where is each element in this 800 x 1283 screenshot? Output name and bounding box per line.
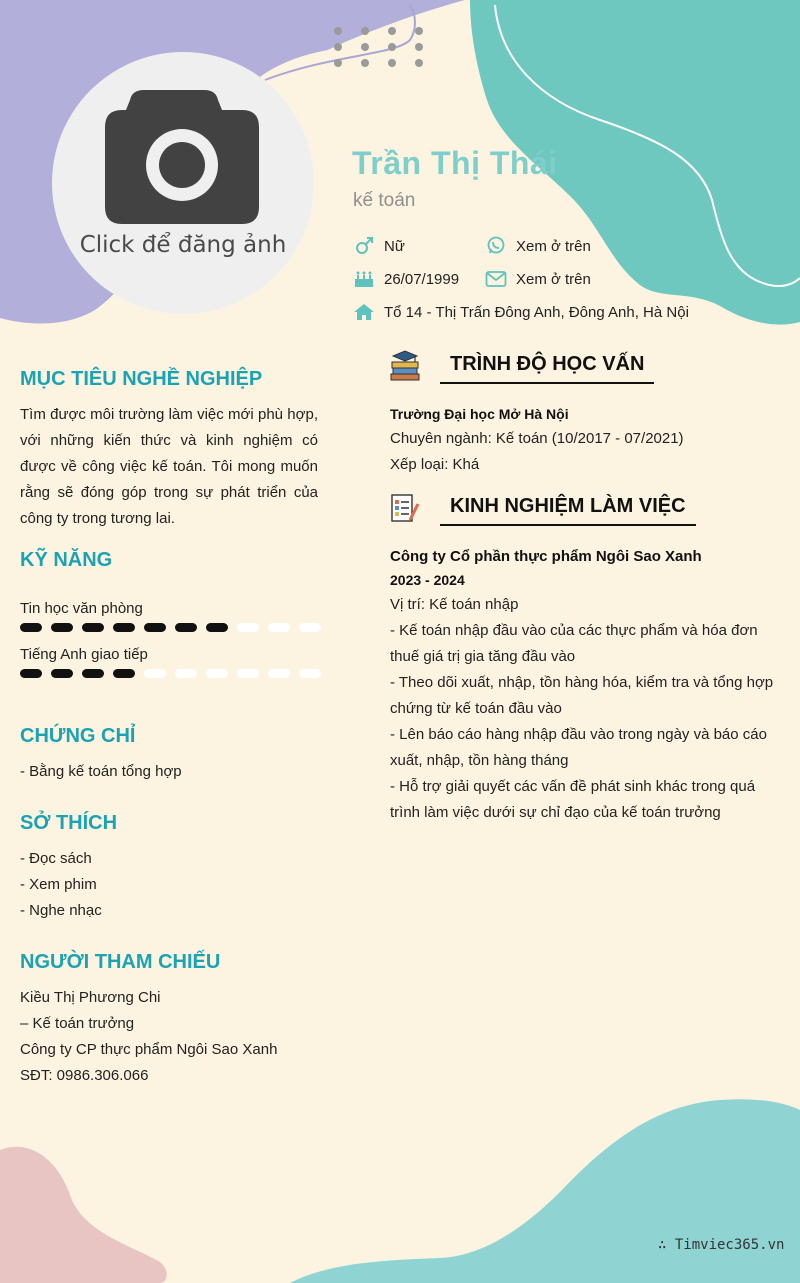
list-item: Kiều Thị Phương Chi xyxy=(20,989,161,1006)
list-item: - Nghe nhạc xyxy=(20,902,102,919)
home-icon xyxy=(353,302,375,322)
list-item: - Bằng kế toán tổng hợp xyxy=(20,763,182,780)
list-item: Công ty CP thực phẩm Ngôi Sao Xanh xyxy=(20,1041,278,1058)
skill-dot-empty xyxy=(237,669,259,678)
duty-item: - Kế toán nhập đầu vào của các thực phẩm và hóa đơn thuế giá trị gia tăng đầu vào xyxy=(390,622,758,665)
hobbies-heading: SỞ THÍCH xyxy=(20,812,118,834)
certificates-list xyxy=(20,759,182,785)
birthday-value: 26/07/1999 xyxy=(384,270,460,288)
duty-item: - Theo dõi xuất, nhập, tồn hàng hóa, kiểm tra và tổng hợp chứng từ kế toán đầu vào xyxy=(390,674,774,717)
skill-dot-empty xyxy=(299,623,321,632)
skill-dot-filled xyxy=(175,623,197,632)
phone-row xyxy=(485,236,591,256)
birthday-row xyxy=(353,269,459,289)
gender-value: Nữ xyxy=(384,237,405,255)
objective-text: Tìm được môi trường làm việc mới phù hợp, với những kiến thức và kinh nghiệm có được về công việc kế toán. Tôi mong muốn rằng sẽ đóng góp trong sự phát triển của công ty trong tương lai. xyxy=(20,406,318,527)
photo-upload[interactable] xyxy=(52,52,314,314)
gender-icon xyxy=(353,236,375,256)
work-position: Vị trí: Kế toán nhập xyxy=(390,596,519,613)
list-item: – Kế toán trưởng xyxy=(20,1015,135,1032)
education-section-header xyxy=(390,350,654,386)
work-clipboard-icon xyxy=(390,492,420,529)
education-rank: Xếp loại: Khá xyxy=(390,456,480,473)
school-name: Trường Đại học Mở Hà Nội xyxy=(390,406,569,422)
skill-dot-empty xyxy=(299,669,321,678)
education-heading: TRÌNH ĐỘ HỌC VẤN xyxy=(440,353,654,384)
gender-row xyxy=(353,236,405,256)
graduation-books-icon xyxy=(390,350,420,387)
job-title: kế toán xyxy=(353,190,416,211)
skill-dot-filled xyxy=(82,669,104,678)
skill-rating xyxy=(20,669,330,678)
envelope-icon xyxy=(485,269,507,289)
skill-dot-empty xyxy=(206,669,228,678)
skill-dot-filled xyxy=(51,669,73,678)
work-duties xyxy=(390,618,775,826)
list-item: SĐT: 0986.306.066 xyxy=(20,1067,149,1084)
skill-name: Tin học văn phòng xyxy=(20,600,143,617)
skill-dot-filled xyxy=(20,669,42,678)
duty-item: - Lên báo cáo hàng nhập đầu vào trong ngày và báo cáo xuất, nhập, tồn hàng tháng xyxy=(390,726,767,769)
skill-dot-filled xyxy=(51,623,73,632)
email-row xyxy=(485,269,591,289)
education-major: Chuyên ngành: Kế toán (10/2017 - 07/2021) xyxy=(390,430,684,447)
skill-dot-filled xyxy=(113,669,135,678)
whatsapp-icon xyxy=(485,236,507,256)
skill-dot-filled xyxy=(20,623,42,632)
phone-value: Xem ở trên xyxy=(516,237,591,255)
experience-heading: KINH NGHIỆM LÀM VIỆC xyxy=(440,495,696,526)
skill-dot-empty xyxy=(268,623,290,632)
address-row xyxy=(353,302,689,322)
photo-upload-label: Click để đăng ảnh xyxy=(79,232,287,258)
list-item: - Xem phim xyxy=(20,876,97,893)
references-heading: NGƯỜI THAM CHIẾU xyxy=(20,951,221,973)
hobbies-list xyxy=(20,846,102,924)
skill-dot-empty xyxy=(144,669,166,678)
experience-section-header xyxy=(390,492,696,528)
references-list xyxy=(20,985,277,1089)
skill-rating xyxy=(20,623,330,632)
objective-heading: MỤC TIÊU NGHỀ NGHIỆP xyxy=(20,368,263,390)
skill-dot-filled xyxy=(144,623,166,632)
certificates-heading: CHỨNG CHỈ xyxy=(20,725,136,747)
pink-blob xyxy=(0,1147,167,1283)
email-value: Xem ở trên xyxy=(516,270,591,288)
skill-dot-empty xyxy=(268,669,290,678)
skill-dot-empty xyxy=(237,623,259,632)
skills-heading: KỸ NĂNG xyxy=(20,549,113,571)
skill-dot-filled xyxy=(206,623,228,632)
company-name: Công ty Cổ phần thực phẩm Ngôi Sao Xanh xyxy=(390,548,702,565)
camera-icon xyxy=(52,52,314,314)
address-value: Tổ 14 - Thị Trấn Đông Anh, Đông Anh, Hà Nội xyxy=(384,303,689,321)
watermark-logo: ∴ Timviec365.vn xyxy=(658,1237,785,1253)
skill-dot-filled xyxy=(113,623,135,632)
birthday-cake-icon xyxy=(353,269,375,289)
skill-name: Tiếng Anh giao tiếp xyxy=(20,646,148,663)
work-period: 2023 - 2024 xyxy=(390,572,465,588)
teal-bottom-blob xyxy=(290,1099,800,1283)
list-item: - Đọc sách xyxy=(20,850,92,867)
skill-dot-empty xyxy=(175,669,197,678)
duty-item: - Hỗ trợ giải quyết các vấn đề phát sinh khác trong quá trình làm việc dưới sự chỉ đạo của kế toán trưởng xyxy=(390,778,756,821)
candidate-name: Trần Thị Thái xyxy=(352,145,558,181)
skill-dot-filled xyxy=(82,623,104,632)
